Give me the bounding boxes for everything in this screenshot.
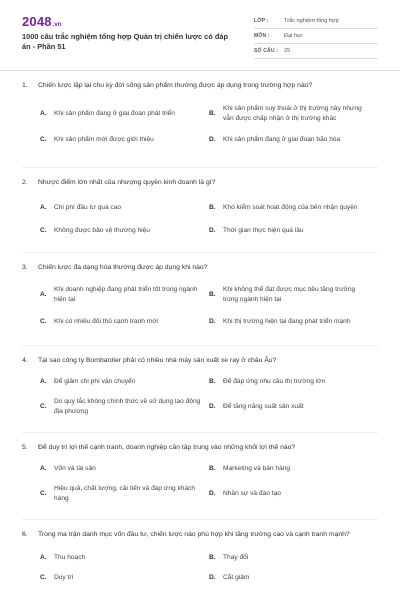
option-text: Khi sản phẩm suy thoái ở thị trường này nhưng vẫn được chấp nhận ở thị trường khác <box>223 105 362 122</box>
question-separator <box>22 252 378 253</box>
question-item <box>22 356 378 426</box>
question-separator <box>22 432 378 433</box>
option-text: Vốn và tài sản <box>54 465 96 472</box>
options-grid <box>40 459 378 509</box>
option-letter: A. <box>40 378 47 385</box>
option-d[interactable] <box>209 131 378 149</box>
option-b[interactable] <box>209 97 378 131</box>
option-letter: B. <box>209 554 216 561</box>
option-text: Khi thị trường hiện tại đang phát triển mạnh <box>223 318 351 325</box>
option-b[interactable] <box>209 281 378 309</box>
option-text: Thời gian thực hiện quá lâu <box>223 227 304 234</box>
header-left <box>22 14 234 62</box>
option-text: Khi có nhiều đối thủ cạnh tranh mới <box>54 318 159 325</box>
question-list <box>22 81 378 588</box>
meta-value: 25 <box>284 48 291 54</box>
option-text: Khi sản phẩm đang ở giai đoạn phát triển <box>54 110 175 117</box>
option-d[interactable] <box>209 309 378 335</box>
site-logo[interactable] <box>22 14 234 30</box>
question-text: Để duy trì lợi thế cạnh tranh, doanh nghiệp cần tập trung vào những khối lợi thế nào? <box>38 444 296 451</box>
option-b[interactable] <box>209 548 378 568</box>
option-letter: C. <box>40 403 47 410</box>
logo-main-text: 2048 <box>22 14 52 29</box>
question-text: Chiến lược đa dạng hóa thường được áp dụng khi nào? <box>38 264 208 271</box>
header-divider <box>0 70 400 71</box>
option-c[interactable] <box>40 131 209 149</box>
question-item <box>22 443 378 513</box>
option-a[interactable] <box>40 548 209 568</box>
option-c[interactable] <box>40 479 209 509</box>
option-letter: C. <box>40 490 47 497</box>
question-number: 4. <box>22 357 28 364</box>
option-letter: D. <box>209 574 216 581</box>
option-letter: D. <box>209 227 216 234</box>
question-separator <box>22 345 378 346</box>
option-c[interactable] <box>40 392 209 422</box>
meta-value: Trắc nghiệm tổng hợp <box>284 18 339 24</box>
options-grid <box>40 548 378 588</box>
option-text: Khi không thể đạt được mục tiêu tăng trưởng trong ngành hiện tại <box>223 286 356 303</box>
option-text: Khi sản phẩm đang ở giai đoạn bão hòa <box>223 136 341 143</box>
option-a[interactable] <box>40 281 209 309</box>
option-letter: D. <box>209 403 216 410</box>
option-c[interactable] <box>40 568 209 588</box>
option-text: Do quy tắc không chính thức về sử dụng lao động địa phương <box>54 398 201 415</box>
option-letter: A. <box>40 554 47 561</box>
options-grid <box>40 372 378 422</box>
meta-label: SỐ CÂU : <box>254 48 279 54</box>
option-letter: C. <box>40 227 47 234</box>
option-letter: A. <box>40 291 47 298</box>
logo-sub-text: .vn <box>52 22 62 28</box>
option-text: Khi doanh nghiệp đang phát triển tốt trong ngành hiện tại <box>54 286 198 303</box>
option-text: Cắt giảm <box>223 574 250 581</box>
option-c[interactable] <box>40 309 209 335</box>
option-text: Để đáp ứng nhu cầu thị trường lớn <box>223 378 326 385</box>
question-text-row <box>22 530 378 540</box>
option-b[interactable] <box>209 459 378 479</box>
option-text: Thay đổi <box>223 554 249 561</box>
meta-row-subject <box>254 29 378 44</box>
question-separator <box>22 519 378 520</box>
question-text-row <box>22 263 378 273</box>
option-letter: D. <box>209 136 216 143</box>
option-letter: B. <box>209 465 216 472</box>
option-letter: B. <box>209 110 216 117</box>
question-number: 3. <box>22 264 28 271</box>
option-text: Khó kiểm soát hoạt động của bên nhận quyền <box>223 204 358 211</box>
option-a[interactable] <box>40 196 209 220</box>
option-d[interactable] <box>209 568 378 588</box>
page-title: 1000 câu trắc nghiệm tổng hợp Quản trị chiến lược có đáp án - Phần 51 <box>22 32 229 51</box>
option-a[interactable] <box>40 372 209 392</box>
option-b[interactable] <box>209 196 378 220</box>
option-c[interactable] <box>40 220 209 242</box>
option-letter: A. <box>40 110 47 117</box>
option-text: Nhân sự và đào tạo <box>223 490 281 497</box>
options-grid <box>40 196 378 242</box>
option-letter: D. <box>209 318 216 325</box>
meta-table <box>254 14 378 62</box>
option-text: Hiệu quả, chất lượng, cải tiến và đáp ứng khách hàng <box>54 485 196 502</box>
page-header <box>22 0 378 62</box>
question-item <box>22 530 378 588</box>
option-a[interactable] <box>40 459 209 479</box>
option-letter: C. <box>40 318 47 325</box>
meta-label: LỚP : <box>254 18 269 24</box>
option-text: Để tăng năng suất sản xuất <box>223 403 304 410</box>
option-b[interactable] <box>209 372 378 392</box>
question-item <box>22 81 378 153</box>
question-text: Tại sao công ty Bombardier phải có nhiều nhà máy sản xuất xe ray ở châu Âu? <box>38 357 277 364</box>
option-letter: A. <box>40 204 47 211</box>
question-item <box>22 263 378 337</box>
meta-row-count <box>254 44 378 59</box>
meta-label: MÔN : <box>254 33 270 39</box>
option-a[interactable] <box>40 97 209 131</box>
option-text: Để giảm chi phí vận chuyển <box>54 378 136 385</box>
option-text: Duy trì <box>54 574 74 581</box>
meta-row-class <box>254 14 378 29</box>
option-letter: D. <box>209 490 216 497</box>
question-number: 2. <box>22 179 28 186</box>
question-text-row <box>22 81 378 91</box>
option-text: Không được bảo vệ thương hiệu <box>54 227 150 234</box>
option-letter: B. <box>209 378 216 385</box>
options-grid <box>40 281 378 335</box>
option-d[interactable] <box>209 392 378 422</box>
option-text: Thu hoạch <box>54 554 86 561</box>
question-number: 1. <box>22 82 28 89</box>
option-letter: A. <box>40 465 47 472</box>
question-text-row <box>22 356 378 366</box>
option-letter: B. <box>209 291 216 298</box>
question-number: 5. <box>22 444 28 451</box>
option-text: Khi sản phẩm mới được giới thiệu <box>54 136 154 143</box>
meta-value: Đại học <box>284 33 303 39</box>
option-letter: C. <box>40 574 47 581</box>
question-text-row <box>22 443 378 453</box>
option-text: Chi phí đầu tư quá cao <box>54 204 122 211</box>
options-grid <box>40 97 378 149</box>
question-text: Trong ma trận danh mục vốn đầu tư, chiến lược nào phù hợp khi tăng trưởng cao và cạnh tranh mạnh? <box>38 531 350 538</box>
option-text: Marketing và bán hàng <box>223 465 291 472</box>
question-number: 6. <box>22 531 28 538</box>
option-letter: B. <box>209 204 216 211</box>
option-d[interactable] <box>209 220 378 242</box>
question-text: Chiến lược lặp lại chu kỳ đời sống sản phẩm thường được áp dụng trong trường hợp nào? <box>38 82 313 89</box>
question-text: Nhược điểm lớn nhất của nhượng quyền kinh doanh là gì? <box>38 179 216 186</box>
question-separator <box>22 167 378 168</box>
question-item <box>22 178 378 244</box>
question-text-row <box>22 178 378 188</box>
option-d[interactable] <box>209 479 378 509</box>
option-letter: C. <box>40 136 47 143</box>
